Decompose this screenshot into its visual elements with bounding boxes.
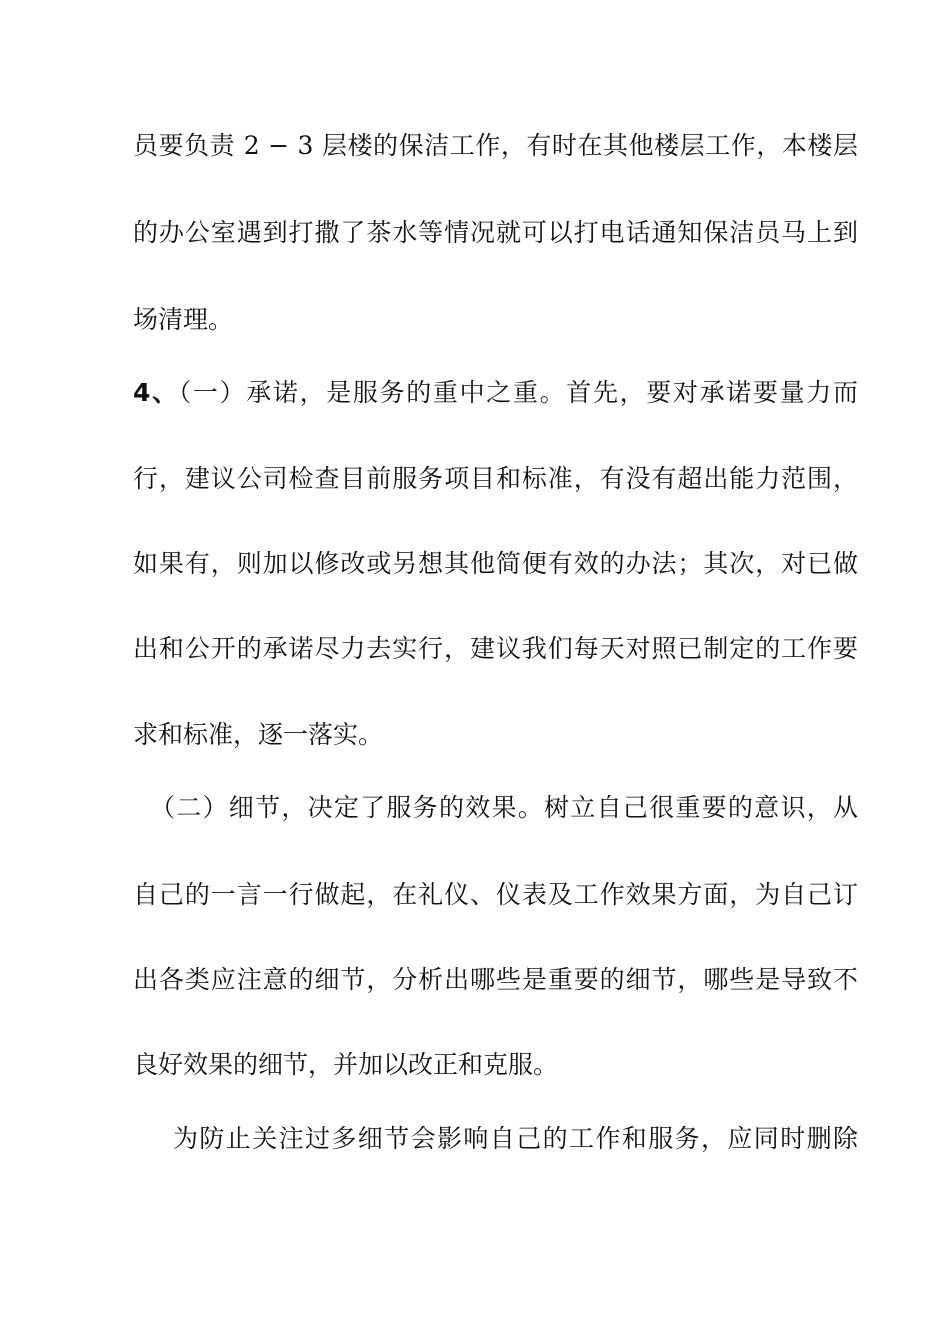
paragraph-line-text: （一）承诺，是服务的重中之重。首先，要对承诺要量力而 bbox=[178, 378, 858, 407]
item-number: 4、 bbox=[133, 378, 179, 407]
paragraph-line: 如果有，则加以修改或另想其他简便有效的办法；其次，对已做 bbox=[133, 549, 858, 578]
paragraph-line: （二）细节，决定了服务的效果。树立自己很重要的意识，从 bbox=[150, 793, 858, 822]
paragraph-line: 自己的一言一行做起，在礼仪、仪表及工作效果方面，为自己订 bbox=[133, 880, 858, 909]
paragraph-line: 出和公开的承诺尽力去实行，建议我们每天对照已制定的工作要 bbox=[133, 634, 858, 663]
paragraph-line: 的办公室遇到打撒了茶水等情况就可以打电话通知保洁员马上到 bbox=[133, 218, 858, 247]
paragraph-line: 场清理。 bbox=[133, 305, 234, 334]
paragraph-line: 求和标准，逐一落实。 bbox=[133, 720, 384, 749]
paragraph-line: 为防止关注过多细节会影响自己的工作和服务，应同时删除 bbox=[173, 1124, 858, 1153]
paragraph-line: 良好效果的细节，并加以改正和克服。 bbox=[133, 1050, 559, 1079]
numbered-paragraph-first-line bbox=[133, 378, 858, 408]
paragraph-line: 员要负责 2 − 3 层楼的保洁工作，有时在其他楼层工作，本楼层 bbox=[133, 131, 858, 160]
paragraph-line: 行，建议公司检查目前服务项目和标准，有没有超出能力范围， bbox=[133, 464, 858, 493]
paragraph-line: 出各类应注意的细节，分析出哪些是重要的细节，哪些是导致不 bbox=[133, 965, 858, 994]
